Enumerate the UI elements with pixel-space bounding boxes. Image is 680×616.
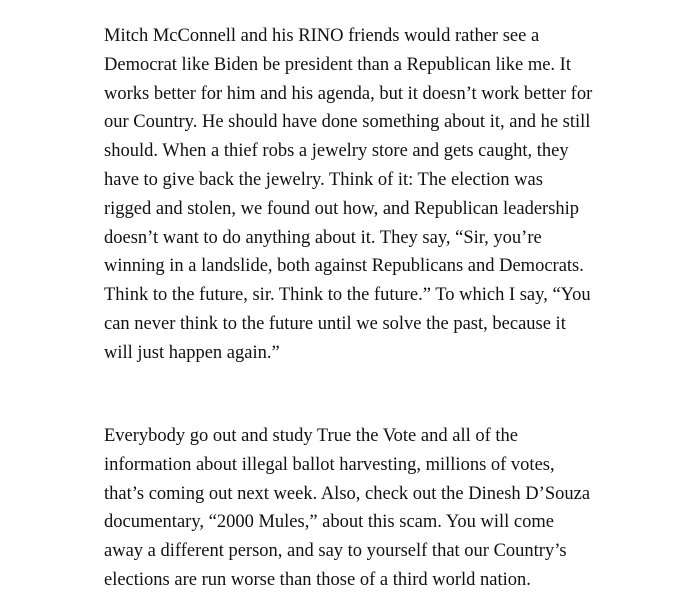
text-line: Everybody go out and study True the Vote and all of the bbox=[104, 426, 518, 446]
text-line: rigged and stolen, we found out how, and Republican leadership bbox=[104, 198, 580, 219]
text-line: Mitch McConnell and his RINO friends would rather see a bbox=[104, 26, 540, 46]
paragraph-2 bbox=[104, 422, 590, 595]
text-line: doesn’t want to do anything about it. They say, “Sir, you’re bbox=[104, 227, 542, 248]
text-line: works better for him and his agenda, but it doesn’t work better for bbox=[104, 83, 593, 104]
paragraph-1 bbox=[104, 22, 592, 368]
text-line: Think to the future, sir. Think to the future.” To which I say, “You bbox=[104, 285, 591, 306]
text-line: can never think to the future until we solve the past, because it bbox=[104, 313, 566, 334]
text-line: Democrat like Biden be president than a Republican like me. It bbox=[104, 54, 571, 75]
text-line: our Country. He should have done something about it, and he still bbox=[104, 112, 591, 133]
text-line: information about illegal ballot harvesting, millions of votes, bbox=[104, 454, 555, 475]
text-line: will just happen again.” bbox=[104, 342, 280, 363]
text-line: away a different person, and say to yourself that our Country’s bbox=[104, 541, 567, 562]
text-line: should. When a thief robs a jewelry store and gets caught, they bbox=[104, 141, 569, 162]
text-line: winning in a landslide, both against Republicans and Democrats. bbox=[104, 256, 584, 277]
text-line: have to give back the jewelry. Think of it: The election was bbox=[104, 169, 543, 190]
text-line: documentary, “2000 Mules,” about this scam. You will come bbox=[104, 512, 554, 533]
text-line: elections are run worse than those of a third world nation. bbox=[104, 569, 531, 590]
text-line: that’s coming out next week. Also, check out the Dinesh D’Souza bbox=[104, 483, 591, 504]
